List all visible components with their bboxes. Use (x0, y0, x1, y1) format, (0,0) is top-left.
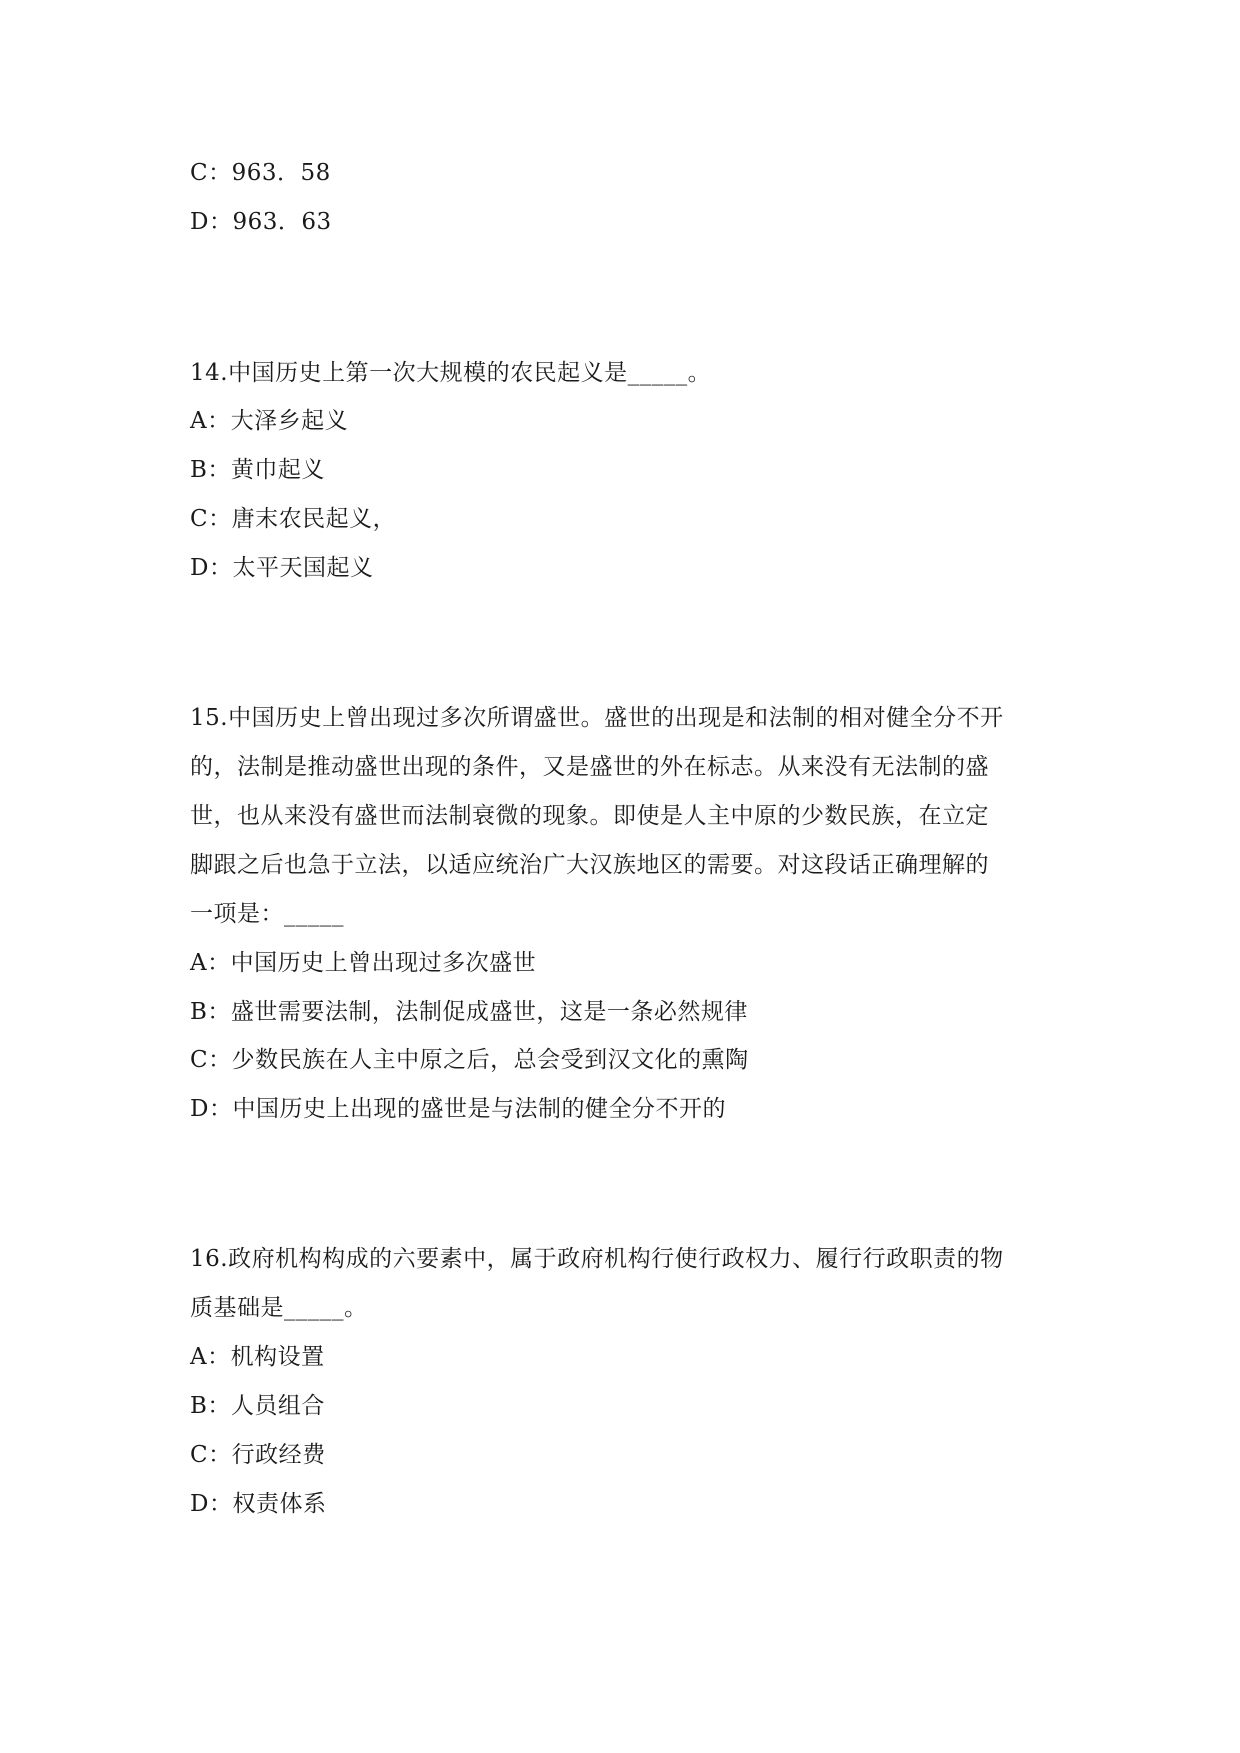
question-15-text-line-3: 世，也从来没有盛世而法制衰微的现象。即使是人主中原的少数民族，在立定 (190, 803, 989, 829)
question-16-option-d: D：权责体系 (190, 1491, 327, 1517)
question-15-option-a: A：中国历史上曾出现过多次盛世 (190, 950, 537, 976)
question-14-text: 14.中国历史上第一次大规模的农民起义是_____。 (190, 360, 712, 386)
question-15-option-b: B：盛世需要法制，法制促成盛世，这是一条必然规律 (190, 999, 748, 1025)
question-16-text-line-2: 质基础是_____。 (190, 1295, 368, 1321)
question-15-text-line-1: 15.中国历史上曾出现过多次所谓盛世。盛世的出现是和法制的相对健全分不开 (190, 705, 1004, 731)
option-d-prev: D：963．63 (190, 209, 332, 235)
question-16-option-a: A：机构设置 (190, 1344, 325, 1370)
option-c-prev: C：963．58 (190, 160, 331, 186)
question-15-text-line-4: 脚跟之后也急于立法，以适应统治广大汉族地区的需要。对这段话正确理解的 (190, 852, 989, 878)
question-14-option-d: D：太平天国起义 (190, 555, 374, 581)
question-14-option-c: C：唐末农民起义， (190, 506, 397, 532)
question-14-option-b: B：黄巾起义 (190, 457, 325, 483)
question-15-option-d: D：中国历史上出现的盛世是与法制的健全分不开的 (190, 1096, 726, 1122)
question-16-option-c: C：行政经费 (190, 1442, 326, 1468)
question-15-text-line-2: 的，法制是推动盛世出现的条件，又是盛世的外在标志。从来没有无法制的盛 (190, 754, 989, 780)
question-15-option-c: C：少数民族在人主中原之后，总会受到汉文化的熏陶 (190, 1047, 749, 1073)
question-14-option-a: A：大泽乡起义 (190, 408, 349, 434)
question-15-text-line-5: 一项是：_____ (190, 901, 344, 927)
question-16-option-b: B：人员组合 (190, 1393, 325, 1419)
question-16-text-line-1: 16.政府机构构成的六要素中，属于政府机构行使行政权力、履行行政职责的物 (190, 1246, 1004, 1272)
